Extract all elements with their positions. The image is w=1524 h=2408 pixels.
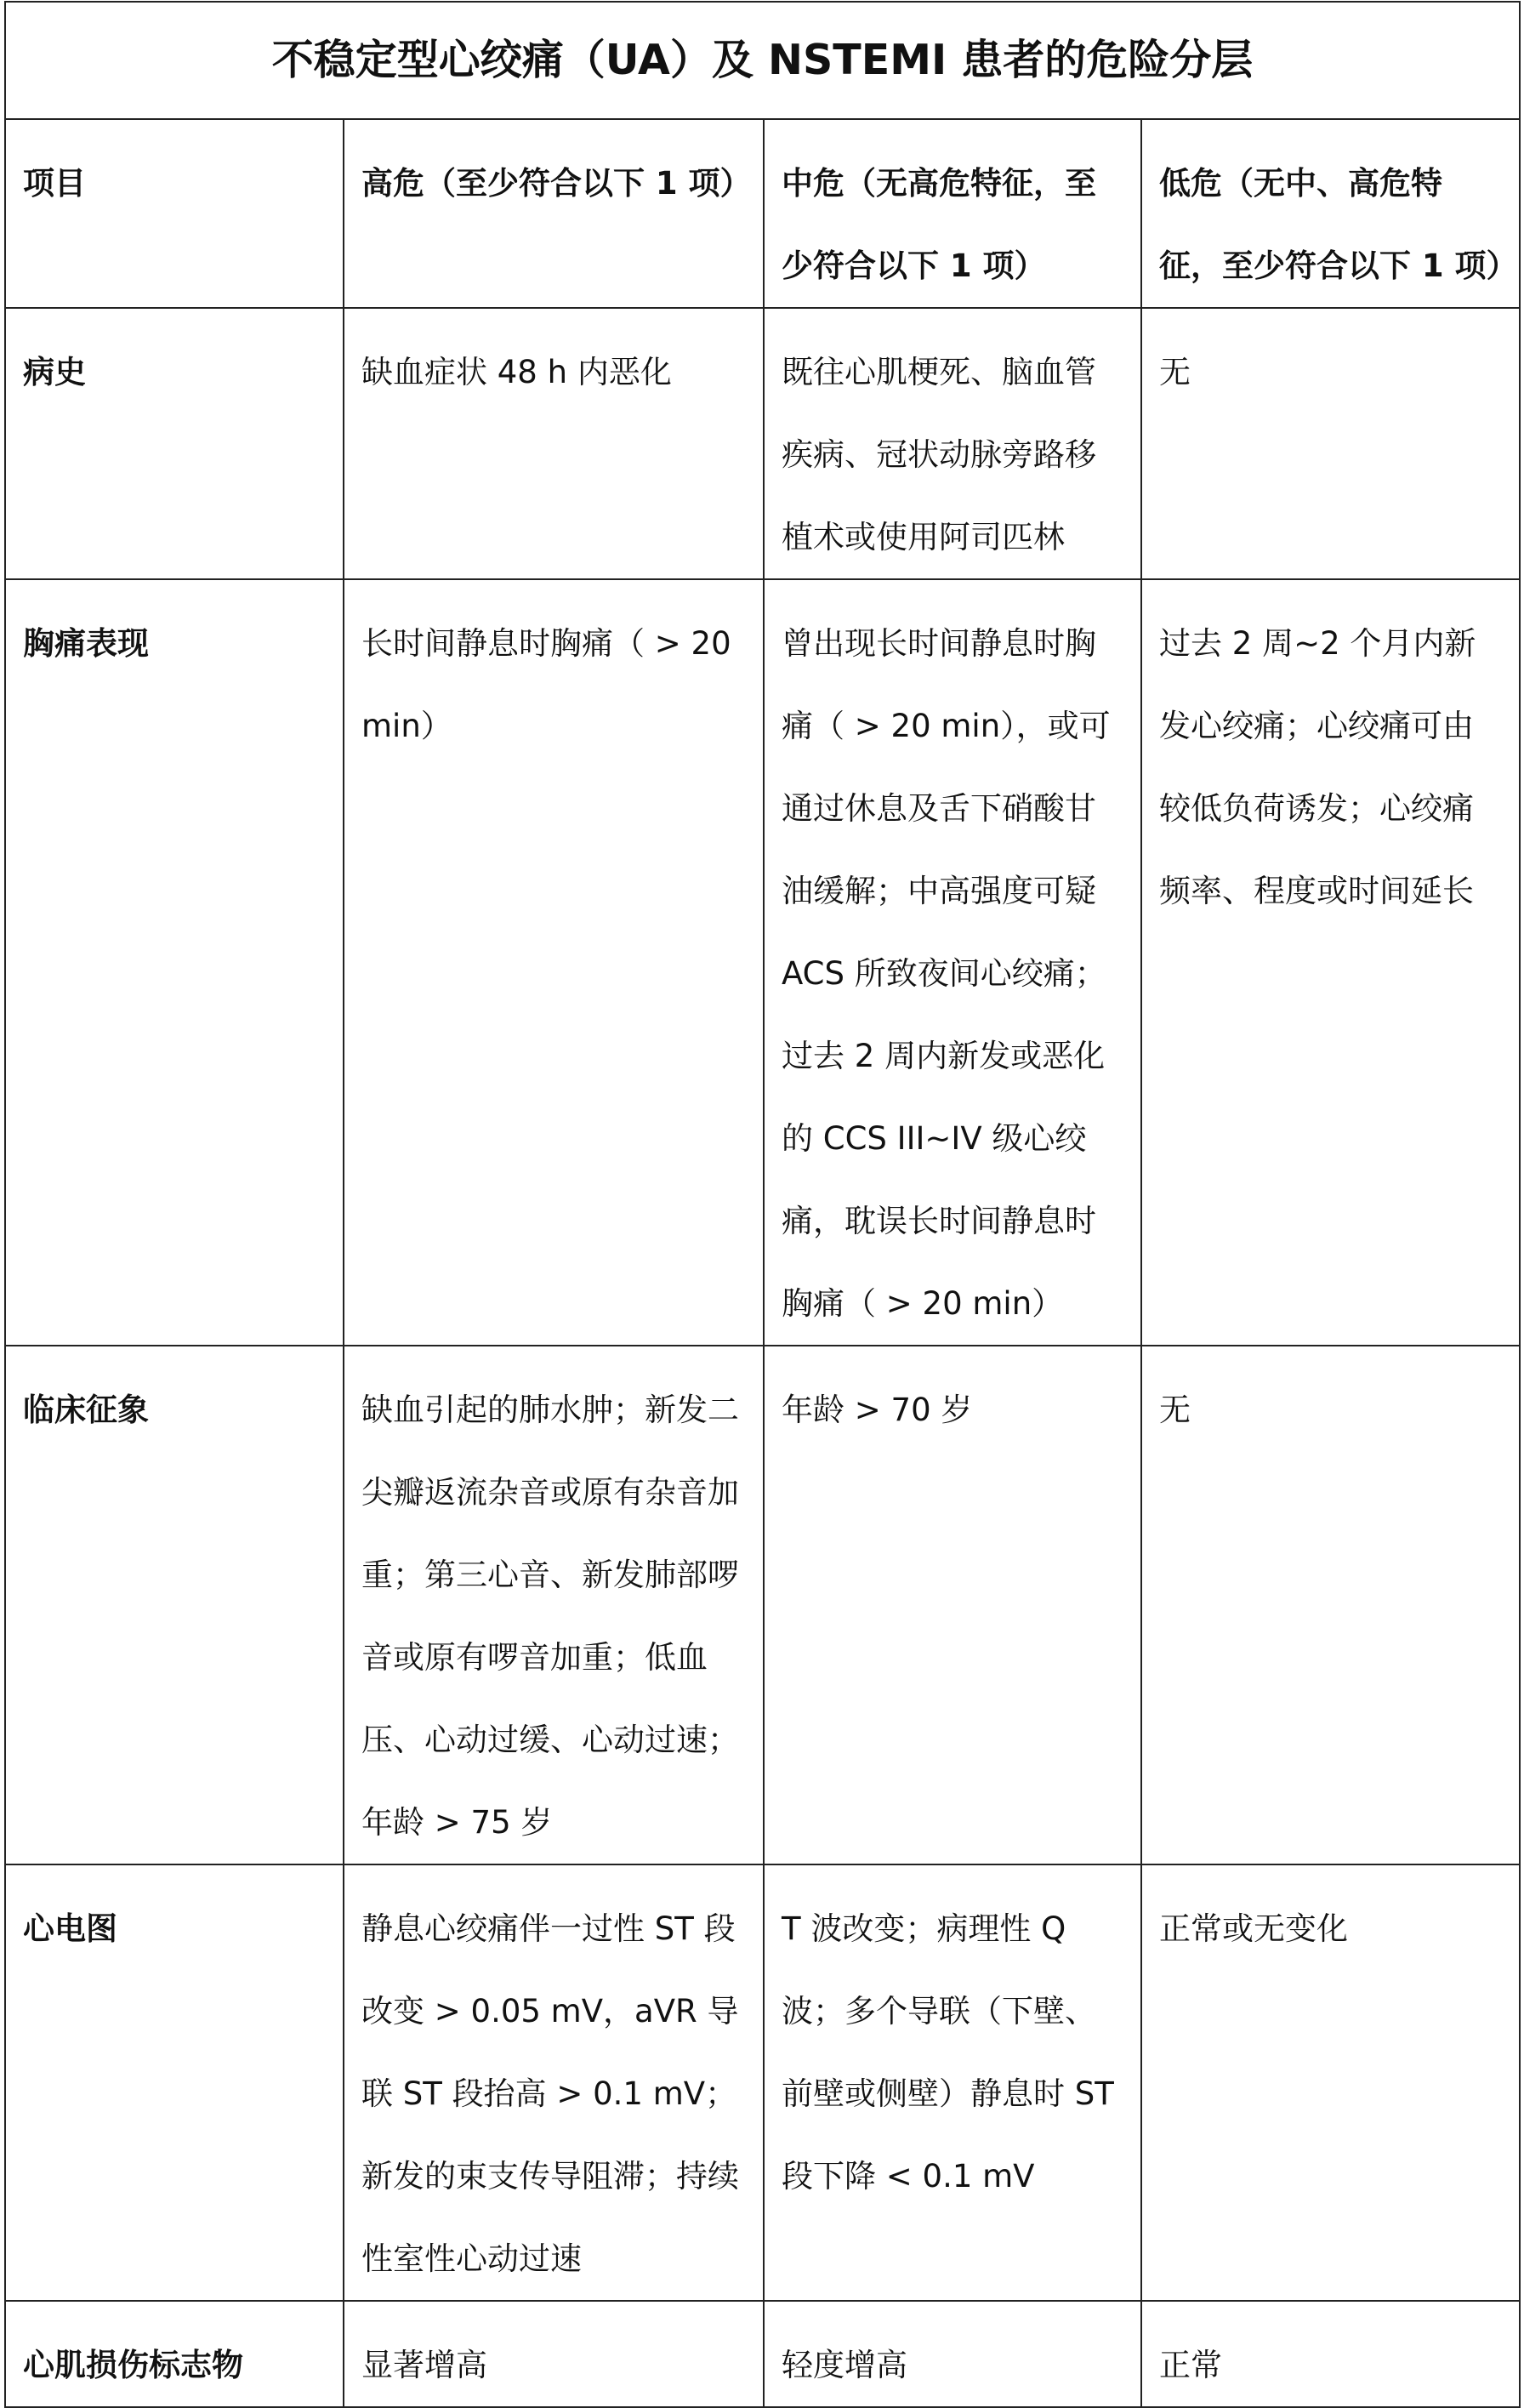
cell-low-risk: 正常 [1141,2301,1520,2407]
header-low-risk: 低危（无中、高危特征，至少符合以下 1 项） [1141,119,1520,308]
header-row [5,119,1520,308]
row-label: 病史 [5,308,344,579]
table-row-myocardial-markers [5,2301,1520,2407]
table-title: 不稳定型心绞痛（UA）及 NSTEMI 患者的危险分层 [5,2,1520,119]
table-row-ecg [5,1864,1520,2301]
table-row-chest-pain [5,579,1520,1346]
row-label: 心电图 [5,1864,344,2301]
cell-medium-risk: 既往心肌梗死、脑血管疾病、冠状动脉旁路移植术或使用阿司匹林 [764,308,1141,579]
risk-stratification-table [4,1,1521,2408]
cell-low-risk: 无 [1141,1346,1520,1864]
cell-medium-risk: 轻度增高 [764,2301,1141,2407]
cell-medium-risk: T 波改变；病理性 Q 波；多个导联（下壁、前壁或侧壁）静息时 ST 段下降 < 0.1 mV [764,1864,1141,2301]
row-label: 临床征象 [5,1346,344,1864]
cell-high-risk: 显著增高 [344,2301,764,2407]
row-label: 胸痛表现 [5,579,344,1346]
cell-low-risk: 过去 2 周~2 个月内新发心绞痛；心绞痛可由较低负荷诱发；心绞痛频率、程度或时间延长 [1141,579,1520,1346]
cell-low-risk: 正常或无变化 [1141,1864,1520,2301]
cell-high-risk: 静息心绞痛伴一过性 ST 段改变 > 0.05 mV，aVR 导联 ST 段抬高 > 0.1 mV；新发的束支传导阻滞；持续性室性心动过速 [344,1864,764,2301]
cell-medium-risk: 年龄 > 70 岁 [764,1346,1141,1864]
cell-low-risk: 无 [1141,308,1520,579]
cell-high-risk: 长时间静息时胸痛（ > 20 min） [344,579,764,1346]
header-medium-risk: 中危（无高危特征，至少符合以下 1 项） [764,119,1141,308]
table-row-clinical-signs [5,1346,1520,1864]
cell-high-risk: 缺血症状 48 h 内恶化 [344,308,764,579]
row-label: 心肌损伤标志物 [5,2301,344,2407]
table-row-history [5,308,1520,579]
cell-high-risk: 缺血引起的肺水肿；新发二尖瓣返流杂音或原有杂音加重；第三心音、新发肺部啰音或原有啰音加重；低血压、心动过缓、心动过速；年龄 > 75 岁 [344,1346,764,1864]
title-row [5,2,1520,119]
cell-medium-risk: 曾出现长时间静息时胸痛（ > 20 min），或可通过休息及舌下硝酸甘油缓解；中高强度可疑 ACS 所致夜间心绞痛；过去 2 周内新发或恶化的 CCS III~IV 级心绞痛，耽误长时间静息时胸痛（ > 20 min） [764,579,1141,1346]
header-item: 项目 [5,119,344,308]
header-high-risk: 高危（至少符合以下 1 项） [344,119,764,308]
